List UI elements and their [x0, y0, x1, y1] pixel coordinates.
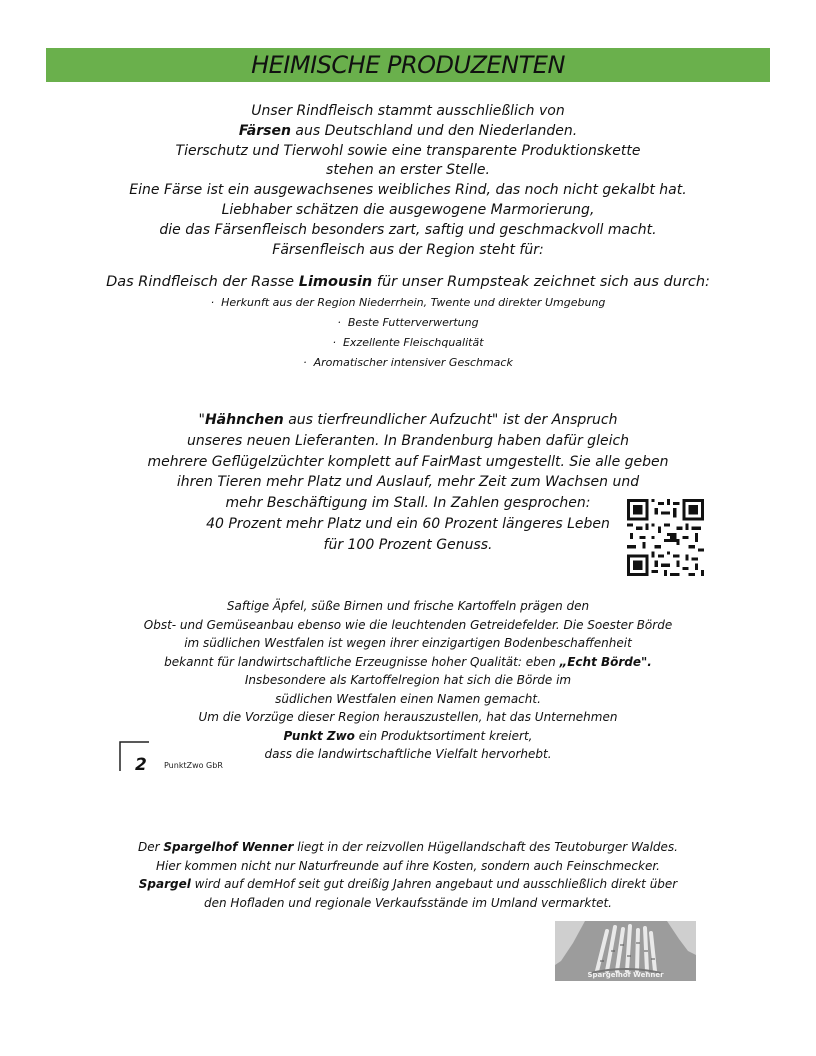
- rind-line-5: Eine Färse ist ein ausgewachsenes weibliches Rind, das noch nicht gekalbt hat.: [129, 182, 687, 199]
- rind-line-2-rest: aus Deutschland und den Niederlanden.: [290, 122, 578, 139]
- spargel-line-2: Hier kommen nicht nur Naturfreunde auf ihre Kosten, sondern auch Feinschmecker.: [155, 858, 660, 873]
- limousin-bullet: · Exzellente Fleischqualität: [332, 336, 484, 349]
- limousin-bullet-list: [0, 293, 816, 373]
- spargel-bold: Spargel: [138, 877, 191, 891]
- qr-code-icon[interactable]: [627, 499, 704, 576]
- haehnchen-line-2: unseres neuen Lieferanten. In Brandenburg haben dafür gleich: [186, 432, 630, 449]
- boerde-line-6: südlichen Westfalen einen Namen gemacht.: [275, 691, 541, 706]
- limousin-intro-pre: Das Rindfleisch der Rasse: [106, 274, 299, 290]
- boerde-section: [0, 597, 816, 764]
- limousin-bold: Limousin: [298, 274, 373, 290]
- rind-section: [0, 102, 816, 260]
- haehnchen-line-4: ihren Tieren mehr Platz und Auslauf, mehr Zeit zum Wachsen und: [176, 474, 640, 491]
- spargel-line-3: Spargel wird auf demHof seit gut dreißig Jahren angebaut und ausschließlich direkt über: [138, 877, 678, 891]
- boerde-line-9: dass die landwirtschaftliche Vielfalt hervorhebt.: [264, 747, 552, 761]
- spargel-section: [0, 838, 816, 912]
- punkt-zwo-bold: Punkt Zwo: [283, 728, 355, 743]
- boerde-line-4: bekannt für landwirtschaftliche Erzeugnisse hoher Qualität: eben „Echt Börde".: [164, 654, 652, 669]
- haehnchen-line-7: für 100 Prozent Genuss.: [323, 536, 493, 553]
- boerde-line-1: Saftige Äpfel, süße Birnen und frische Kartoffeln prägen den: [226, 599, 590, 613]
- limousin-bullet: · Aromatischer intensiver Geschmack: [303, 356, 513, 369]
- rind-line-8: Färsenfleisch aus der Region steht für:: [272, 241, 544, 258]
- spargelhof-logo-icon: [555, 921, 696, 981]
- spargel-line-1: Der Spargelhof Wenner liegt in der reizvollen Hügellandschaft des Teutoburger Waldes.: [137, 840, 678, 854]
- echt-boerde-bold: „Echt Börde".: [559, 654, 652, 669]
- haehnchen-line-6: 40 Prozent mehr Platz und ein 60 Prozent längeres Leben: [206, 515, 610, 532]
- boerde-line-8: Punkt Zwo ein Produktsortiment kreiert,: [283, 728, 533, 743]
- rind-line-1: Unser Rindfleisch stammt ausschließlich von: [251, 103, 565, 119]
- rind-line-3: Tierschutz und Tierwohl sowie eine transparente Produktionskette: [175, 142, 641, 159]
- rind-line-7: die das Färsenfleisch besonders zart, saftig und geschmackvoll macht.: [159, 221, 657, 238]
- limousin-bullet: · Herkunft aus der Region Niederrhein, Twente und direkter Umgebung: [210, 296, 606, 309]
- bullet-dot-icon: ·: [337, 316, 348, 329]
- haehnchen-line-5: mehr Beschäftigung im Stall. In Zahlen gesprochen:: [225, 495, 591, 512]
- haehnchen-line-3: mehrere Geflügelzüchter komplett auf FairMast umgestellt. Sie alle geben: [147, 453, 669, 470]
- faersen-bold: Färsen: [238, 122, 291, 139]
- boerde-line-3: im südlichen Westfalen ist wegen ihrer einzigartigen Bodenbeschaffenheit: [184, 636, 632, 650]
- rind-line-6: Liebhaber schätzen die ausgewogene Marmorierung,: [221, 201, 595, 218]
- haehnchen-line-1: "Hähnchen aus tierfreundlicher Aufzucht" ist der Anspruch: [198, 412, 618, 428]
- rind-line-2: [0, 122, 816, 142]
- spargelhof-bold: Spargelhof Wenner: [163, 840, 294, 854]
- haehnchen-bold: Hähnchen: [204, 412, 284, 428]
- bullet-dot-icon: ·: [332, 336, 343, 349]
- bullet-dot-icon: ·: [303, 356, 314, 369]
- limousin-intro-post: für unser Rumpsteak zeichnet sich aus durch:: [372, 274, 710, 290]
- title-banner: [46, 48, 770, 82]
- punktzwo-logo-number: 2: [135, 755, 147, 774]
- boerde-line-2: Obst- und Gemüseanbau ebenso wie die leuchtenden Getreidefelder. Die Soester Börde: [143, 617, 673, 632]
- rind-line-4: stehen an erster Stelle.: [326, 162, 490, 179]
- spargelhof-logo-caption: Spargelhof Wenner: [587, 971, 664, 979]
- punktzwo-logo-label: PunktZwo GbR: [164, 761, 223, 770]
- spargel-line-4: den Hofladen und regionale Verkaufsstände im Umland vermarktet.: [204, 895, 612, 910]
- boerde-line-7: Um die Vorzüge dieser Region herauszustellen, hat das Unternehmen: [198, 710, 618, 724]
- limousin-bullet: · Beste Futterverwertung: [337, 316, 479, 329]
- bullet-dot-icon: ·: [210, 296, 222, 309]
- limousin-intro: [0, 272, 816, 292]
- boerde-line-5: Insbesondere als Kartoffelregion hat sich die Börde im: [244, 673, 572, 687]
- page-title: HEIMISCHE PRODUZENTEN: [251, 51, 565, 79]
